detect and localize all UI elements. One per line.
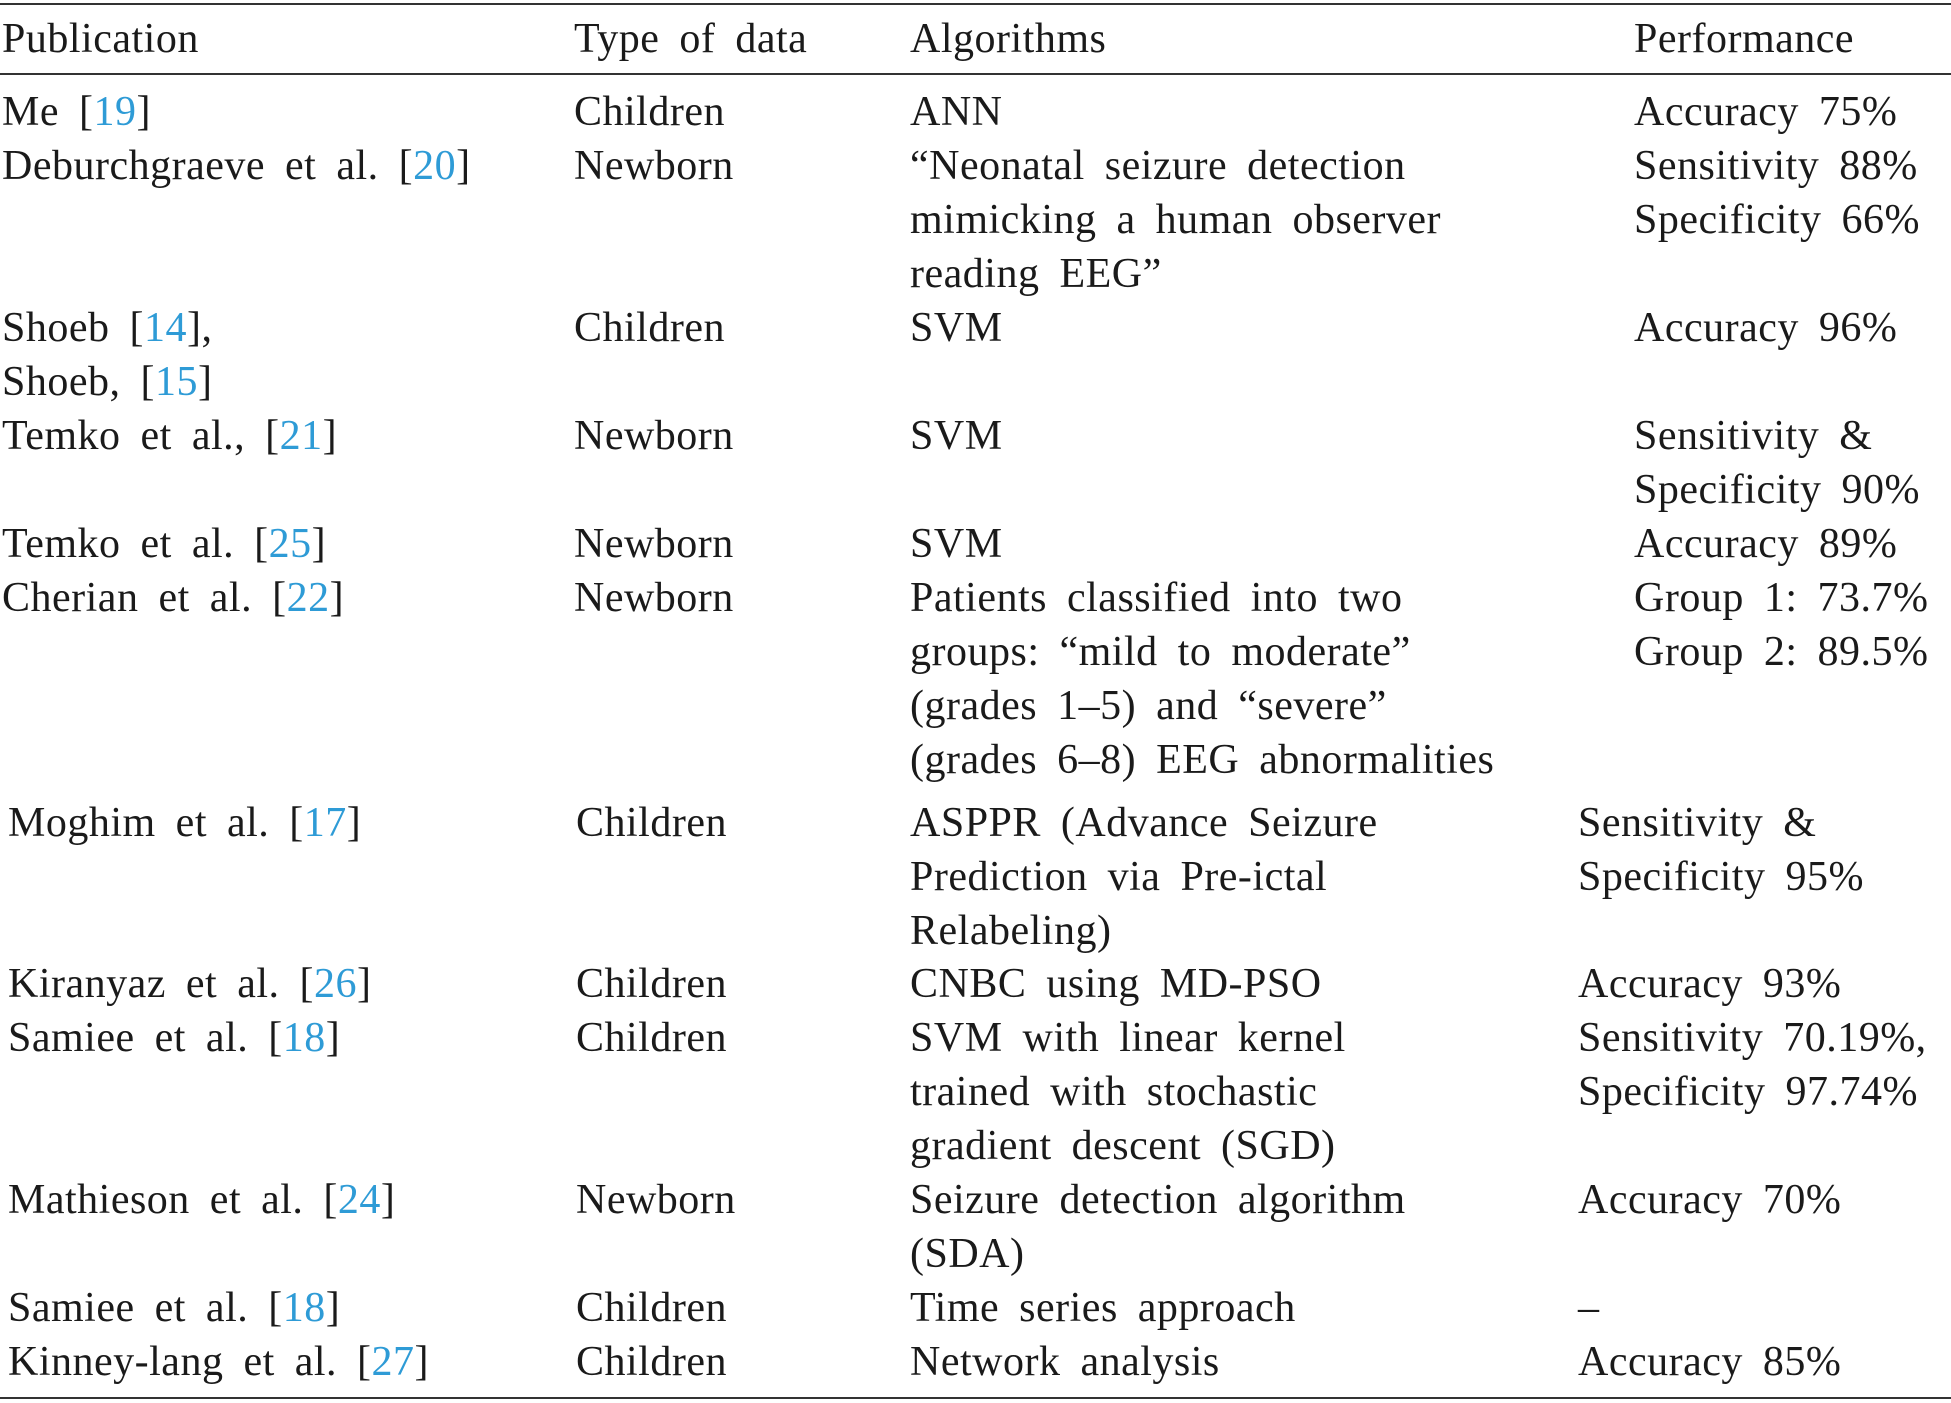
algorithm-cell: Network analysis [910,1339,1220,1385]
performance-cell: Accuracy 85% [1578,1339,1842,1385]
algorithm-cell: gradient descent (SGD) [910,1123,1336,1169]
algorithm-cell: SVM [910,413,1003,459]
type-cell: Children [576,1339,727,1385]
performance-cell: Specificity 90% [1634,467,1920,513]
algorithm-cell: SVM [910,521,1003,567]
algorithm-cell: Prediction via Pre-ictal [910,854,1328,900]
publication-text: ] [357,961,372,1007]
publication-text: Moghim et al. [ [8,800,304,846]
citation-link[interactable]: 25 [268,521,312,567]
performance-cell: Group 1: 73.7% [1634,575,1929,621]
algorithm-cell: (grades 6–8) EEG abnormalities [910,737,1495,783]
top-rule [0,3,1951,5]
performance-cell: Accuracy 75% [1634,89,1898,135]
publication-text: ] [329,575,345,621]
performance-cell: Sensitivity & [1634,413,1873,459]
type-cell: Children [576,1285,727,1331]
type-cell: Newborn [574,575,734,621]
publication-text: ] [456,143,471,189]
type-cell: Children [576,961,727,1007]
publication-cell [2,85,151,139]
algorithm-cell: CNBC using MD-PSO [910,961,1322,1007]
publication-cell [8,957,372,1011]
publication-text: ] [346,800,362,846]
citation-link[interactable]: 26 [314,961,358,1007]
publication-text: Temko et al. [ [2,521,269,567]
publication-cell [2,139,471,193]
type-cell: Newborn [574,413,734,459]
performance-cell: Accuracy 93% [1578,961,1842,1007]
performance-cell: Specificity 97.74% [1578,1069,1918,1115]
publication-cell [8,1173,395,1227]
citation-link[interactable]: 27 [371,1339,415,1385]
header-performance: Performance [1634,16,1855,62]
publication-cell [8,796,361,850]
publication-text: ] [325,1015,341,1061]
publication-text: ] [322,413,338,459]
header-algorithms: Algorithms [910,16,1107,62]
publication-cell [2,355,213,409]
publication-text: Cherian et al. [ [2,575,287,621]
algorithm-cell: ASPPR (Advance Seizure [910,800,1378,846]
type-cell: Newborn [576,1177,736,1223]
citation-link[interactable]: 21 [279,413,323,459]
type-cell: Children [576,1015,727,1061]
citation-link[interactable]: 15 [155,359,198,405]
performance-cell: Group 2: 89.5% [1634,629,1929,675]
publication-cell [8,1281,340,1335]
bottom-rule [0,1397,1951,1399]
publication-text: ] [136,89,151,135]
performance-cell: – [1578,1285,1600,1331]
performance-cell: Accuracy 96% [1634,305,1898,351]
publication-cell [8,1335,429,1389]
publication-cell [2,301,213,355]
publication-cell [2,571,344,625]
type-cell: Children [576,800,727,846]
algorithm-cell: groups: “mild to moderate” [910,629,1411,675]
publication-text: Deburchgraeve et al. [ [2,143,414,189]
algorithm-cell: Patients classified into two [910,575,1403,621]
citation-link[interactable]: 20 [413,143,457,189]
algorithm-cell: Relabeling) [910,908,1112,954]
type-cell: Newborn [574,521,734,567]
type-cell: Newborn [574,143,734,189]
publication-text: Temko et al., [ [2,413,280,459]
algorithm-cell: (SDA) [910,1231,1025,1277]
publication-text: ] [311,521,327,567]
type-cell: Children [574,89,725,135]
algorithm-cell: SVM with linear kernel [910,1015,1346,1061]
publication-cell [8,1011,340,1065]
algorithm-cell: (grades 1–5) and “severe” [910,683,1387,729]
citation-link[interactable]: 19 [93,89,137,135]
type-cell: Children [574,305,725,351]
algorithm-cell: “Neonatal seizure detection [910,143,1406,189]
performance-cell: Sensitivity 70.19%, [1578,1015,1927,1061]
performance-cell: Specificity 66% [1634,197,1920,243]
citation-link[interactable]: 18 [282,1285,326,1331]
publication-text: ] [380,1177,396,1223]
publication-text: Shoeb, [ [2,359,155,405]
publication-text: ], [187,305,213,351]
publication-cell [2,409,337,463]
citation-link[interactable]: 24 [337,1177,381,1223]
publication-text: ] [198,359,213,405]
header-type-of-data: Type of data [574,16,808,62]
citation-link[interactable]: 17 [303,800,347,846]
performance-cell: Accuracy 70% [1578,1177,1842,1223]
algorithm-cell: SVM [910,305,1003,351]
algorithm-cell: mimicking a human observer [910,197,1442,243]
header-publication: Publication [2,16,199,62]
publication-text: Shoeb [ [2,305,144,351]
algorithm-cell: trained with stochastic [910,1069,1318,1115]
algorithm-cell: ANN [910,89,1003,135]
performance-cell: Sensitivity & [1578,800,1817,846]
performance-cell: Sensitivity 88% [1634,143,1918,189]
publication-text: Mathieson et al. [ [8,1177,338,1223]
publication-cell [2,517,326,571]
citation-link[interactable]: 18 [282,1015,326,1061]
citation-link[interactable]: 22 [286,575,330,621]
publication-text: ] [325,1285,341,1331]
algorithm-cell: reading EEG” [910,251,1162,297]
publication-text: Samiee et al. [ [8,1285,283,1331]
performance-cell: Accuracy 89% [1634,521,1898,567]
publication-text: ] [414,1339,430,1385]
publication-text: Kiranyaz et al. [ [8,961,315,1007]
performance-cell: Specificity 95% [1578,854,1864,900]
algorithm-cell: Seizure detection algorithm [910,1177,1406,1223]
publication-text: Samiee et al. [ [8,1015,283,1061]
citation-link[interactable]: 14 [144,305,187,351]
publication-text: Me [ [2,89,94,135]
publication-text: Kinney-lang et al. [ [8,1339,372,1385]
algorithm-cell: Time series approach [910,1285,1296,1331]
header-rule [0,73,1951,75]
